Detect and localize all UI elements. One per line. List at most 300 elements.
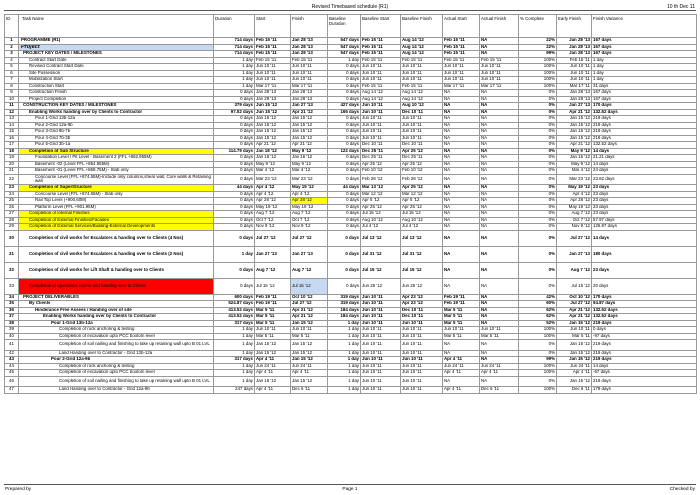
- table-cell: Jun 10 '11: [255, 64, 291, 71]
- table-cell: Mar 23 '12: [291, 174, 328, 185]
- table-cell: NA: [480, 307, 519, 314]
- table-cell: Mar 5 '11: [480, 333, 519, 340]
- table-cell: Jan 15 '12: [291, 135, 328, 142]
- table-cell: Apr 5 '12: [361, 198, 401, 205]
- table-cell: Mar 4 '12: [255, 168, 291, 175]
- table-cell: NA: [443, 135, 480, 142]
- table-cell: Jan 15 '12: [291, 122, 328, 129]
- table-cell: 100%: [519, 77, 557, 84]
- task-name-cell: Completion of SuperStructure: [19, 185, 214, 192]
- table-cell: 0%: [519, 103, 557, 110]
- task-name-cell: Land Handing over to Contractor - Grid 12a-9b: [19, 387, 214, 394]
- table-cell: NA: [480, 185, 519, 192]
- table-cell: 0 days: [328, 174, 361, 185]
- table-cell: Jan 16 '12: [557, 155, 592, 162]
- table-cell: 714 days: [214, 51, 255, 58]
- table-cell: 1 day: [328, 387, 361, 394]
- table-cell: May 19 '12: [291, 185, 328, 192]
- table-cell: Mar 5 '11: [255, 314, 291, 321]
- table-cell: Dec 10 '11: [401, 109, 443, 116]
- table-cell: Dec 6 '11: [480, 387, 519, 394]
- table-cell: Jun 10 '11: [291, 70, 328, 77]
- task-name-cell: Completion of Internal Finishes: [19, 211, 214, 218]
- task-name-cell: Platform Level (FFL +901.95M): [19, 204, 214, 211]
- table-cell: Mar 5 '11: [255, 307, 291, 314]
- table-cell: 0 days: [214, 174, 255, 185]
- table-cell: Jul 15 '12: [401, 262, 443, 278]
- column-header: Duration: [214, 15, 255, 38]
- table-cell: Jul 13 '12: [361, 230, 401, 246]
- schedule-table: [4, 14, 697, 394]
- table-cell: Jul 13 '12: [401, 230, 443, 246]
- table-cell: Apr 28 '12: [255, 198, 291, 205]
- table-cell: Aug 7 '12: [255, 211, 291, 218]
- table-cell: Jan 15 '12: [255, 350, 291, 357]
- table-cell: 0%: [519, 376, 557, 387]
- table-cell: Jul 27 '12: [557, 301, 592, 308]
- table-cell: Feb 19 '11: [255, 294, 291, 301]
- table-cell: 1: [5, 38, 19, 45]
- table-cell: Jun 10 '11: [361, 327, 401, 334]
- table-cell: Jan 28 '13: [291, 44, 328, 51]
- table-cell: Jun 10 '11: [361, 109, 401, 116]
- table-row: [5, 246, 697, 262]
- table-cell: 100%: [519, 327, 557, 334]
- table-cell: NA: [480, 161, 519, 168]
- table-cell: 132.52 days: [592, 314, 697, 321]
- table-cell: Feb 15 '11: [361, 83, 401, 90]
- table-cell: Jan 15 '12: [255, 129, 291, 136]
- table-cell: NA: [480, 174, 519, 185]
- table-cell: NA: [480, 191, 519, 198]
- table-cell: Aug 14 '12: [401, 44, 443, 51]
- table-cell: 0%: [519, 109, 557, 116]
- table-cell: 0 days: [214, 155, 255, 162]
- table-cell: Jan 15 '12: [291, 340, 328, 351]
- table-row: [5, 155, 697, 162]
- table-cell: Jun 10 '11: [361, 294, 401, 301]
- task-name-cell: CONSTRUCTION KEY DATES / MILESTONES: [19, 103, 214, 110]
- table-cell: Jun 25 '12: [401, 278, 443, 294]
- table-cell: 1 day: [214, 333, 255, 340]
- table-cell: 31: [5, 246, 19, 262]
- table-cell: NA: [480, 204, 519, 211]
- table-cell: 23 days: [592, 191, 697, 198]
- table-cell: 99%: [519, 357, 557, 364]
- column-header: Actual Finish: [480, 15, 519, 38]
- table-row: [5, 230, 697, 246]
- table-cell: Jun 10 '11: [361, 301, 401, 308]
- table-cell: 39: [5, 327, 19, 334]
- table-cell: Jul 4 '12: [361, 224, 401, 231]
- table-cell: Apr 4 '11: [291, 370, 328, 377]
- table-cell: 1 day: [214, 64, 255, 71]
- table-cell: Apr 4 '11: [443, 357, 480, 364]
- table-cell: Mar 17 '11: [291, 83, 328, 90]
- table-cell: NA: [480, 96, 519, 103]
- table-cell: 1 day: [328, 370, 361, 377]
- table-row: [5, 314, 697, 321]
- table-cell: 29: [5, 224, 19, 231]
- table-cell: 0%: [519, 278, 557, 294]
- table-cell: Jun 10 '11: [557, 70, 592, 77]
- table-cell: Jun 10 '11: [401, 70, 443, 77]
- table-cell: Oct 7 '12: [291, 217, 328, 224]
- table-cell: Jul 31 '12: [401, 246, 443, 262]
- table-cell: Aug 7 '12: [557, 262, 592, 278]
- page-footer: [4, 484, 696, 492]
- table-cell: 35: [5, 301, 19, 308]
- table-cell: Nov 9 '12: [255, 224, 291, 231]
- table-cell: Aug 14 '12: [361, 90, 401, 97]
- table-cell: 21.21 days: [592, 155, 697, 162]
- table-cell: 0 days: [328, 161, 361, 168]
- table-cell: Apr 23 '12: [401, 294, 443, 301]
- table-cell: 0 days: [214, 135, 255, 142]
- table-row: [5, 387, 697, 394]
- table-cell: Jun 10 '11: [443, 64, 480, 71]
- table-cell: 6: [5, 70, 19, 77]
- table-cell: Jan 28 '13: [255, 90, 291, 97]
- table-cell: 219 days: [592, 340, 697, 351]
- table-cell: 41: [5, 340, 19, 351]
- table-cell: 24: [5, 191, 19, 198]
- table-cell: Jun 10 '11: [361, 387, 401, 394]
- table-cell: 100%: [519, 57, 557, 64]
- task-name-cell: Completion of soil nailing and finishing to take up retaining wall upto B 01 LVL: [19, 376, 214, 387]
- task-name-cell: Basement -01 (Level FFL +869.75M) - Slab only: [19, 168, 214, 175]
- table-cell: Oct 10 '12: [557, 294, 592, 301]
- table-cell: NA: [480, 122, 519, 129]
- table-cell: Jun 10 '11: [401, 363, 443, 370]
- table-cell: 524.87 days: [214, 301, 255, 308]
- table-cell: Jun 10 '11: [255, 77, 291, 84]
- table-cell: 1 day: [328, 350, 361, 357]
- task-name-cell: Completion of excavation upto PCC bootom level: [19, 370, 214, 377]
- table-cell: Apr 25 '12: [401, 204, 443, 211]
- table-cell: Jun 10 '11: [255, 70, 291, 77]
- table-row: [5, 174, 697, 185]
- table-cell: 0 days: [214, 122, 255, 129]
- table-cell: 180 days: [592, 246, 697, 262]
- table-cell: Jun 24 '11: [557, 363, 592, 370]
- table-cell: Jan 15 '12: [557, 129, 592, 136]
- table-cell: 15: [5, 129, 19, 136]
- table-cell: Jun 10 '11: [361, 333, 401, 340]
- table-cell: Feb 15 '11: [557, 57, 592, 64]
- table-cell: Apr 4 '11: [255, 357, 291, 364]
- table-cell: 0 days: [328, 83, 361, 90]
- table-cell: May 19 '12: [557, 185, 592, 192]
- table-cell: 1 day: [214, 340, 255, 351]
- table-cell: 14 days: [592, 148, 697, 155]
- table-cell: Feb 19 '11: [443, 301, 480, 308]
- table-cell: NA: [480, 320, 519, 327]
- table-cell: NA: [443, 278, 480, 294]
- table-cell: 1 day: [592, 77, 697, 84]
- table-cell: 0%: [519, 340, 557, 351]
- task-name-cell: Pour 1-Grid 13b-12a: [19, 116, 214, 123]
- table-cell: NA: [480, 148, 519, 155]
- table-cell: 1 day: [214, 77, 255, 84]
- table-cell: Jun 10 '11: [361, 376, 401, 387]
- table-cell: Jun 10 '11: [361, 357, 401, 364]
- table-cell: Jan 28 '13: [291, 38, 328, 45]
- column-header: Start: [255, 15, 291, 38]
- table-cell: 0 days: [328, 191, 361, 198]
- table-cell: Jun 15 '12: [255, 109, 291, 116]
- table-cell: 0 days: [214, 191, 255, 198]
- table-cell: Mar 4 '12: [557, 168, 592, 175]
- table-cell: Jun 10 '11: [401, 357, 443, 364]
- table-cell: 0%: [519, 262, 557, 278]
- table-cell: Feb 10 '12: [361, 168, 401, 175]
- table-cell: 122 days: [328, 148, 361, 155]
- table-cell: May 9 '12: [291, 161, 328, 168]
- page-header: [4, 2, 696, 11]
- table-cell: Aug 14 '12: [401, 51, 443, 58]
- table-cell: Feb 15 '11: [255, 44, 291, 51]
- table-cell: NA: [443, 174, 480, 185]
- table-cell: NA: [480, 168, 519, 175]
- table-cell: Feb 15 '11: [443, 51, 480, 58]
- table-cell: 319 days: [328, 294, 361, 301]
- table-cell: NA: [443, 224, 480, 231]
- table-cell: 0 days: [328, 168, 361, 175]
- table-cell: 9: [5, 90, 19, 97]
- table-cell: Dec 10 '11: [401, 307, 443, 314]
- table-cell: Apr 4 '12: [557, 191, 592, 198]
- table-cell: Feb 10 '12: [401, 168, 443, 175]
- table-cell: Jun 10 '11: [401, 387, 443, 394]
- table-cell: Jul 27 '12: [291, 230, 328, 246]
- column-header: ID: [5, 15, 19, 38]
- table-cell: Jun 10 '11: [401, 320, 443, 327]
- table-cell: Jan 15 '12: [557, 320, 592, 327]
- table-cell: 60%: [519, 301, 557, 308]
- table-cell: Aug 7 '12: [291, 262, 328, 278]
- table-cell: 40: [5, 333, 19, 340]
- checked-by-label: Checked by: [669, 487, 695, 492]
- table-row: [5, 109, 697, 116]
- table-cell: Jul 4 '12: [401, 224, 443, 231]
- table-cell: Apr 21 '12: [291, 142, 328, 149]
- table-cell: Mar 23 '12: [255, 174, 291, 185]
- table-cell: 1 day: [328, 57, 361, 64]
- table-cell: 4: [5, 57, 19, 64]
- table-cell: 20 days: [592, 278, 697, 294]
- table-cell: 42%: [519, 294, 557, 301]
- table-cell: 219 days: [592, 135, 697, 142]
- table-cell: Jan 15 '12: [291, 129, 328, 136]
- table-row: [5, 327, 697, 334]
- table-cell: 2: [5, 44, 19, 51]
- table-cell: 0 days: [328, 96, 361, 103]
- table-cell: Aug 14 '12: [401, 38, 443, 45]
- table-cell: NA: [443, 350, 480, 357]
- table-cell: Jun 10 '11: [401, 370, 443, 377]
- table-cell: Dec 6 '11: [557, 387, 592, 394]
- table-cell: 319 days: [328, 301, 361, 308]
- table-cell: 0%: [519, 198, 557, 205]
- table-cell: 219 days: [592, 357, 697, 364]
- table-cell: Apr 25 '12: [361, 161, 401, 168]
- table-cell: NA: [443, 96, 480, 103]
- table-cell: Mar 12 '12: [361, 191, 401, 198]
- table-cell: 1 day: [592, 70, 697, 77]
- table-cell: Jan 27 '13: [291, 246, 328, 262]
- table-cell: Feb 15 '11: [361, 44, 401, 51]
- table-cell: NA: [480, 350, 519, 357]
- table-cell: 44: [5, 363, 19, 370]
- task-name-cell: Construction Finish: [19, 90, 214, 97]
- table-cell: 0%: [519, 350, 557, 357]
- table-cell: May 19 '12: [291, 204, 328, 211]
- table-cell: 379 days: [214, 103, 255, 110]
- table-cell: NA: [443, 142, 480, 149]
- table-cell: Mar 17 '11: [557, 83, 592, 90]
- task-name-cell: Rail Top Level (+900.60M): [19, 198, 214, 205]
- table-cell: 0 days: [214, 161, 255, 168]
- table-cell: May 9 '12: [291, 148, 328, 155]
- table-cell: 184 days: [328, 314, 361, 321]
- table-cell: Nov 9 '12: [557, 224, 592, 231]
- table-cell: Jun 24 '11: [291, 363, 328, 370]
- table-cell: Jan 15 '12: [557, 116, 592, 123]
- table-cell: Apr 21 '12: [557, 314, 592, 321]
- table-cell: 23: [5, 185, 19, 192]
- table-cell: NA: [480, 217, 519, 224]
- table-cell: 1 day: [328, 376, 361, 387]
- table-cell: Jun 10 '11: [557, 327, 592, 334]
- table-cell: 13: [5, 116, 19, 123]
- table-cell: Feb 15 '11: [255, 57, 291, 64]
- table-cell: 0%: [519, 246, 557, 262]
- table-row: [5, 224, 697, 231]
- table-cell: 0 days: [214, 142, 255, 149]
- task-name-cell: Completion of Sub Structure: [19, 148, 214, 155]
- table-cell: 132.52 days: [592, 142, 697, 149]
- table-cell: 0%: [519, 185, 557, 192]
- table-cell: NA: [480, 198, 519, 205]
- table-cell: 0 days: [214, 278, 255, 294]
- table-cell: 57.97 days: [592, 217, 697, 224]
- table-cell: 22%: [519, 38, 557, 45]
- table-cell: 33: [5, 278, 19, 294]
- table-cell: Jun 10 '11: [443, 70, 480, 77]
- table-cell: 0%: [519, 191, 557, 198]
- table-cell: 0%: [519, 174, 557, 185]
- table-cell: 0 days: [328, 246, 361, 262]
- table-cell: 46: [5, 376, 19, 387]
- table-cell: NA: [443, 103, 480, 110]
- table-cell: 30: [5, 230, 19, 246]
- table-cell: NA: [480, 357, 519, 364]
- task-name-cell: Pour 2-Grid 12a-9b: [19, 357, 214, 364]
- table-cell: 413.52 days: [214, 307, 255, 314]
- task-name-cell: Project: [19, 44, 214, 51]
- table-cell: Jan 28 '13: [557, 44, 592, 51]
- table-cell: 0 days: [328, 211, 361, 218]
- table-cell: Jun 10 '11: [401, 77, 443, 84]
- table-cell: NA: [480, 109, 519, 116]
- table-cell: Aug 10 '12: [401, 103, 443, 110]
- table-cell: Aug 7 '12: [557, 211, 592, 218]
- table-cell: Mar 13 '12: [361, 185, 401, 192]
- table-cell: NA: [480, 44, 519, 51]
- task-name-cell: Revised Contract Start Date: [19, 64, 214, 71]
- table-cell: Oct 10 '12: [291, 294, 328, 301]
- task-name-cell: PROJECT KEY DATES / MILESTONES: [19, 51, 214, 58]
- table-cell: 0%: [519, 90, 557, 97]
- table-cell: 0%: [519, 211, 557, 218]
- table-cell: 1 day: [214, 70, 255, 77]
- table-row: [5, 168, 697, 175]
- table-cell: Jan 27 '13: [557, 103, 592, 110]
- table-cell: 38: [5, 320, 19, 327]
- table-cell: 317 days: [214, 357, 255, 364]
- table-cell: 19: [5, 155, 19, 162]
- table-cell: Jun 10 '11: [443, 77, 480, 84]
- table-cell: Jul 15 '12: [401, 211, 443, 218]
- table-cell: 62%: [519, 307, 557, 314]
- table-cell: Dec 6 '11: [291, 387, 328, 394]
- table-cell: Jun 10 '11: [557, 77, 592, 84]
- table-cell: 0%: [519, 204, 557, 211]
- task-name-cell: Completion of External Services/Building-External Developments: [19, 224, 214, 231]
- table-cell: 1 day: [328, 363, 361, 370]
- table-cell: 1 day: [214, 350, 255, 357]
- table-cell: 0 days: [214, 217, 255, 224]
- column-header: Baseline Finish: [401, 15, 443, 38]
- table-cell: Mar 23 '12: [557, 174, 592, 185]
- table-cell: 0%: [519, 142, 557, 149]
- table-cell: 11: [5, 103, 19, 110]
- table-cell: Apr 25 '12: [401, 148, 443, 155]
- table-cell: Feb 15 '11: [443, 57, 480, 64]
- table-cell: 14 days: [592, 363, 697, 370]
- table-cell: Mar 5 '11: [291, 333, 328, 340]
- table-cell: 17: [5, 142, 19, 149]
- task-name-cell: Site Possession: [19, 70, 214, 77]
- table-cell: 1 day: [214, 370, 255, 377]
- table-cell: 5: [5, 64, 19, 71]
- table-cell: 12: [5, 109, 19, 116]
- table-cell: Jun 10 '11: [361, 103, 401, 110]
- table-cell: NA: [443, 161, 480, 168]
- table-cell: NA: [480, 116, 519, 123]
- table-cell: 0 days: [328, 64, 361, 71]
- table-cell: Oct 7 '12: [557, 217, 592, 224]
- task-name-cell: Concourse Level (FFL +874.65M) - Slab only: [19, 191, 214, 198]
- table-cell: Jan 18 '12: [255, 148, 291, 155]
- table-header: [5, 15, 697, 38]
- table-cell: 0 days: [328, 116, 361, 123]
- table-cell: Jan 15 '12: [557, 350, 592, 357]
- table-cell: Aug 14 '12: [361, 96, 401, 103]
- table-cell: 0%: [519, 135, 557, 142]
- table-cell: 0%: [519, 96, 557, 103]
- table-cell: NA: [480, 155, 519, 162]
- table-cell: Apr 4 '11: [557, 370, 592, 377]
- table-cell: 14: [5, 122, 19, 129]
- prepared-by-label: Prepared by: [5, 487, 32, 492]
- table-cell: NA: [480, 142, 519, 149]
- table-cell: 167 days: [592, 51, 697, 58]
- table-cell: 47: [5, 387, 19, 394]
- table-cell: NA: [443, 230, 480, 246]
- table-cell: Jan 15 '12: [291, 376, 328, 387]
